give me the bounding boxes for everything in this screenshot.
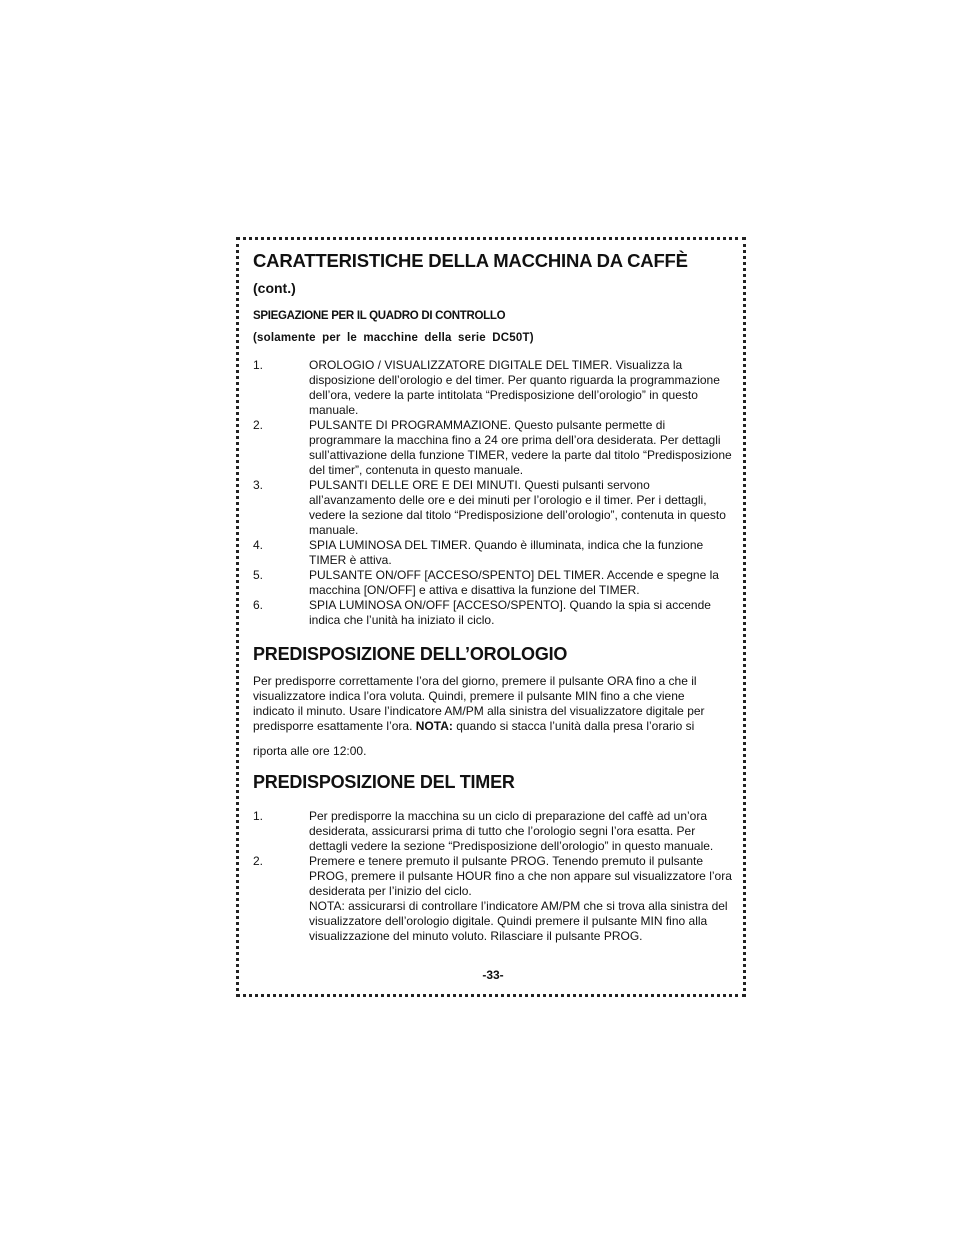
clock-text: Per predisporre correttamente l’ora del giorno, premere il pulsante ORA fino a che il visualizzatore indica l’ora voluta. Quindi, premere il pulsante MIN fino a che viene indicato il minuto. Usare l’indicatore AM/PM alla sinistra del visualizzatore digitale per predisporre esattamente l’ora.: [253, 674, 705, 733]
item-number: 3.: [253, 478, 264, 492]
timer-list: [253, 809, 733, 944]
item-number: 1.: [253, 358, 264, 372]
item-text: SPIA LUMINOSA DEL TIMER. Quando è illuminata, indica che la funzione TIMER è attiva.: [309, 538, 704, 567]
item-text: PULSANTE DI PROGRAMMAZIONE. Questo pulsante permette di programmare la macchina fino a 24 ore prima dell’ora desiderata. Per dettagli sull’attivazione della funzione TIMER, vedere la parte dal titolo “Predisposizione del timer”, contenuta in questo manuale.: [309, 418, 732, 477]
item-number: 2.: [253, 418, 264, 432]
list-item: [253, 809, 733, 854]
title-continuation: (cont.): [253, 280, 296, 296]
list-item: [253, 538, 733, 568]
page-number: -33-: [482, 968, 504, 982]
list-item: [253, 358, 733, 418]
item-number: 5.: [253, 568, 264, 582]
clock-paragraph: [253, 674, 723, 734]
item-text: PULSANTE ON/OFF [ACCESO/SPENTO] DEL TIMER. Accende e spegne la macchina [ON/OFF] e attiva e disattiva la funzione del TIMER.: [309, 568, 719, 597]
control-panel-note: (solamente per le macchine della serie DC50T): [253, 332, 534, 344]
list-item: [253, 568, 733, 598]
control-panel-list: [253, 358, 733, 628]
item-text: Per predisporre la macchina su un ciclo di preparazione del caffè ad un’ora desiderata, assicurarsi prima di tutto che l’orologio segni l’ora esatta. Per dettagli vedere la sezione “Predisposizione dell’orologio” in questo manuale.: [309, 809, 714, 853]
item-number: 2.: [253, 854, 264, 868]
item-text: PULSANTI DELLE ORE E DEI MINUTI. Questi pulsanti servono all’avanzamento delle ore e dei minuti per l’orologio e il timer. Per i dettagli, vedere la sezione dal titolo “Predisposizione dell’orologio”, contenuta in questo manuale.: [309, 478, 726, 537]
list-item: [253, 854, 733, 944]
timer-note: NOTA: assicurarsi di controllare l’indicatore AM/PM che si trova alla sinistra del visualizzatore dell’orologio digitale. Quindi premere il pulsante MIN fino alla visualizzazione del minuto voluto. Rilasciare il pulsante PROG.: [309, 899, 728, 943]
clock-text-after: quando si stacca l’unità dalla presa l’orario si: [452, 719, 695, 733]
item-text: Premere e tenere premuto il pulsante PROG. Tenendo premuto il pulsante PROG, premere il pulsante HOUR fino a che non appare sul visualizzatore l’ora desiderata per l’inizio del ciclo.: [309, 854, 732, 898]
item-number: 4.: [253, 538, 264, 552]
clock-heading: PREDISPOSIZIONE DELL’OROLOGIO: [253, 644, 568, 664]
item-number: 6.: [253, 598, 264, 612]
note-label: NOTA:: [415, 719, 453, 733]
item-text: OROLOGIO / VISUALIZZATORE DIGITALE DEL TIMER. Visualizza la disposizione dell’orologio e del timer. Per quanto riguarda la programmazione dell’ora, vedere la parte intitolata “Predisposizione dell’orologio” in questo manuale.: [309, 358, 720, 417]
item-number: 1.: [253, 809, 264, 823]
list-item: [253, 478, 733, 538]
clock-continuation: riporta alle ore 12:00.: [253, 744, 367, 758]
timer-heading: PREDISPOSIZIONE DEL TIMER: [253, 772, 515, 792]
list-item: [253, 598, 733, 628]
item-text: SPIA LUMINOSA ON/OFF [ACCESO/SPENTO]. Quando la spia si accende indica che l’unità ha iniziato il ciclo.: [309, 598, 711, 627]
page-title: CARATTERISTICHE DELLA MACCHINA DA CAFFÈ: [253, 250, 688, 271]
list-item: [253, 418, 733, 478]
control-panel-heading: SPIEGAZIONE PER IL QUADRO DI CONTROLLO: [253, 310, 506, 322]
